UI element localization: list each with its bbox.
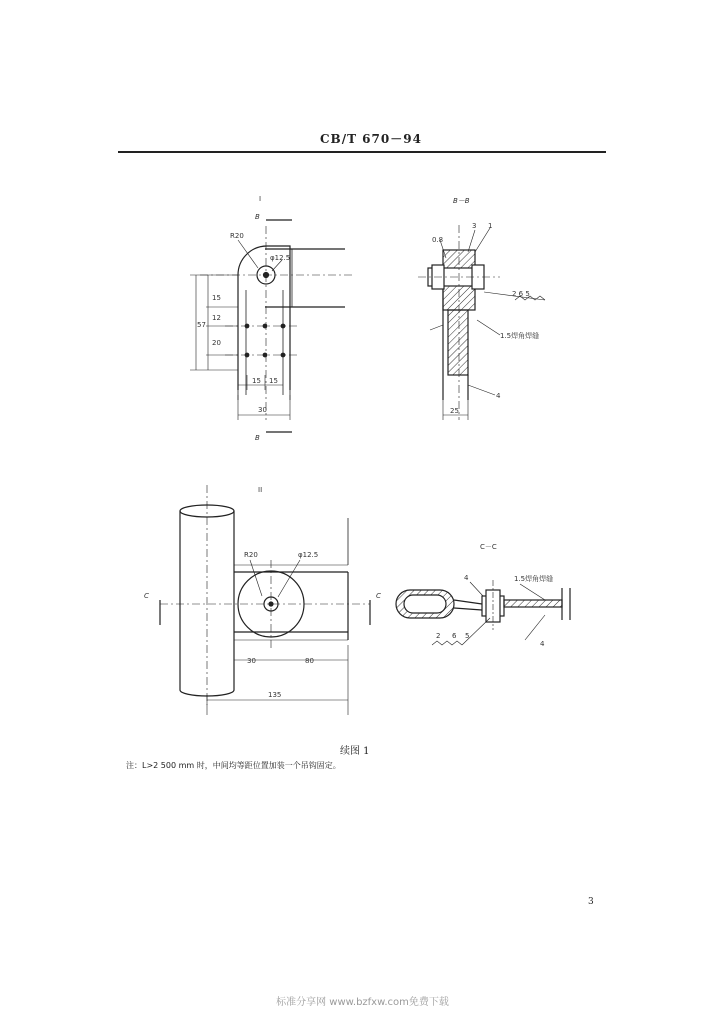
fig2-part-3: 3	[472, 222, 477, 230]
fig4-part-5: 5	[465, 632, 470, 640]
fig3-dim-1: 30	[247, 657, 256, 665]
fig4-part-2: 2	[436, 632, 441, 640]
fig1-dim-h-2: 15	[269, 377, 278, 385]
fig4-view-title: C－C	[480, 543, 497, 551]
fig1-section-mark-bottom: B	[255, 434, 260, 442]
fig1-labels	[197, 195, 290, 442]
fig4-part-6: 6	[452, 632, 457, 640]
fig2-part-1: 1	[488, 222, 493, 230]
fig3-hole-label: φ12.5	[298, 551, 319, 559]
fig1-dim-v-1: 15	[212, 294, 221, 302]
fig4-part-4a: 4	[464, 574, 469, 582]
fig2-part-4: 4	[496, 392, 501, 400]
fig3-section-mark-right: C	[376, 592, 381, 600]
fig1-radius-label: R20	[230, 232, 244, 240]
figure-view-cc	[396, 580, 570, 645]
fig3-section-mark-left: C	[144, 592, 149, 600]
figure-note: 注：L>2 500 mm 时，中间均等距位置加装一个吊钩固定。	[126, 761, 341, 770]
figure-view-1	[190, 220, 355, 432]
fig2-weld-symbol: 2 6 5	[512, 290, 530, 298]
standard-code: CB/T 670－94	[320, 132, 422, 146]
fig1-dim-v-3: 20	[212, 339, 221, 347]
fig2-weld-note: 1.5焊角焊缝	[500, 332, 540, 340]
fig1-dim-h-1: 15	[252, 377, 261, 385]
figure-view-2	[160, 485, 370, 715]
fig2-zinc-label: 0.8	[432, 236, 444, 244]
fig4-part-4b: 4	[540, 640, 545, 648]
fig2-view-title: B－B	[453, 197, 470, 205]
fig1-section-mark-top: B	[255, 213, 260, 221]
watermark-footer: 标准分享网 www.bzfxw.com免费下载	[276, 997, 449, 1008]
fig1-dim-v-4: 57	[197, 321, 206, 329]
fig1-dim-v-2: 12	[212, 314, 221, 322]
fig3-dim-2: 80	[305, 657, 314, 665]
fig3-dim-3: 135	[268, 691, 282, 699]
fig3-radius-label: R20	[244, 551, 258, 559]
fig1-dim-h-3: 30	[258, 406, 267, 414]
figure-view-bb	[418, 225, 545, 420]
figure-caption: 续图 1	[340, 746, 370, 757]
fig1-hole-label: φ12.5	[270, 254, 291, 262]
fig2-dim-width: 25	[450, 407, 459, 415]
fig4-weld-note: 1.5焊角焊缝	[514, 575, 554, 583]
fig1-view-title: I	[259, 195, 262, 203]
page-number: 3	[588, 897, 594, 907]
fig3-view-title: II	[258, 486, 263, 494]
